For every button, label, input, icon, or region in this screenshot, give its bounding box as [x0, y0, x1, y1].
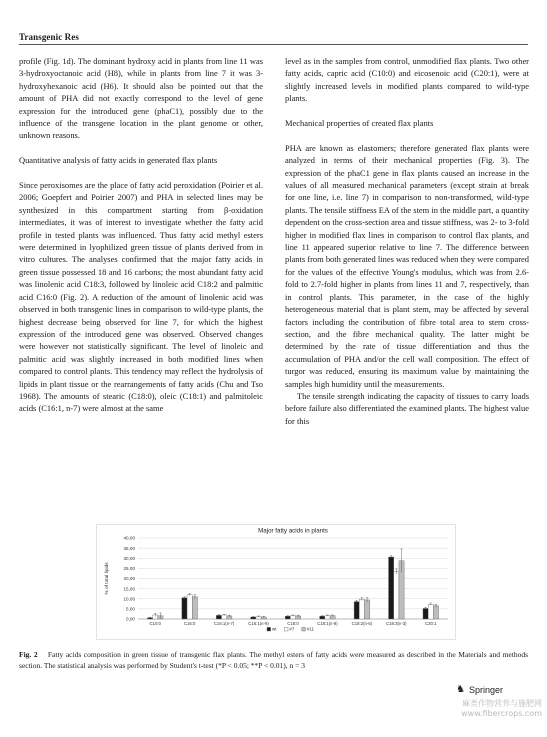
publisher-name: Springer [468, 684, 503, 695]
fatty-acids-chart [96, 524, 456, 640]
x-tick-label: C16:1(n-9) [248, 621, 269, 626]
bar-line11-C20:1 [433, 606, 438, 619]
bar-line7-C18:3(n-3) [394, 571, 399, 619]
legend-label: #7 [289, 626, 295, 632]
y-tick-label: 20,00 [123, 576, 135, 582]
right-column [285, 55, 529, 427]
legend-swatch [284, 627, 288, 631]
legend-swatch [267, 627, 271, 631]
y-axis-label: % of total lipids [105, 562, 110, 595]
springer-horse-icon: ♞ [456, 684, 465, 695]
bar-line7-C16:0 [187, 595, 192, 619]
site-watermark [430, 699, 542, 719]
x-tick-label: C16:1(n-7) [213, 621, 235, 626]
bar-wt-C20:1 [423, 608, 428, 619]
paragraph: profile (Fig. 1d). The dominant hydroxy acid in plants from line 11 was 3-hydroxyoctanoic acid (H8), while in plants from line 7 it was 3-hydroxyhexanoic acid (H6). It should also be pointed out that the amount of PHA did not exactly correspond to the level of gene expression for the introduced gene (phaC1), possibly due to the influence of the transgene location in the plant genome or other, unknown reasons. [19, 56, 263, 141]
watermark-line-1: 麻类作物营养与施肥网 [462, 699, 542, 708]
chart-title: Major fatty acids in plants [258, 527, 328, 535]
header-rule [19, 44, 528, 45]
y-tick-label: 0,00 [126, 616, 135, 622]
bar-line11-C18:2(n-6) [364, 600, 369, 619]
y-tick-label: 10,00 [123, 596, 135, 602]
legend-label: #11 [306, 626, 314, 632]
figure-caption-text: Fatty acids composition in green tissue of transgenic flax plants. The methyl esters of fatty acids were measured as described in the Materials and methods section. The statistical analysis was performed by Student's t-test (*P < 0.05; **P < 0.01), n = 3 [19, 650, 528, 670]
paragraph: level as in the samples from control, unmodified flax plants. Two other fatty acids, capric acid (C10:0) and eicosenoic acid (C20:1), were at slightly increased levels in modified plants compared to wild-type plants. [285, 56, 529, 104]
x-tick-label: C20:1 [425, 621, 437, 626]
y-tick-label: 5,00 [126, 606, 135, 612]
x-tick-label: C18:2(n-6) [351, 621, 373, 626]
x-tick-label: C18:1(n-9) [317, 621, 338, 626]
bar-wt-C18:3(n-3) [389, 557, 394, 619]
x-tick-label: C16:0 [183, 621, 196, 626]
y-tick-label: 40,00 [123, 535, 135, 541]
paragraph: The tensile strength indicating the capacity of tissues to carry loads before failure also differentiated the examined plants. The highest value for this [285, 390, 529, 426]
bar-line11-C16:0 [192, 597, 197, 619]
paragraph: PHA are known as elastomers; therefore generated flax plants were analyzed in terms of their mechanical properties (Fig. 3). The expression of the phaC1 gene in flax plants caused an increase in the values of all measured mechanical parameters (except strain at break for one line, i.e. line 7) in comparison to non-transformed, wild-type plants. The tensile stiffness EA of the stem in the middle part, a quantity dependent on the cross-section area and tissue stiffness, was 2- to 3-fold higher in modified flax lines in comparison to control flax plants, and line 11 appeared superior relative to line 7. The difference between plants from both generated lines was reduced when they were compared for the values of the effective Young's modulus, which was from 2.6-fold to 2.7-fold higher in plants from lines 11 and 7, respectively, than in control plants. This parameter, in the case of the highly heterogeneous material that is plant stem, may be affected by several factors including the contribution of fibre total area to stem cross-section, and the fibre mechanical quality. The latter might be determined by the rate of tissue differentiation and thus the accumulation of PHA and/or the cell wall composition. The effect of turgor was reduced, ensuring its maximum value by maintaining the samples high humidity until the measurements. [285, 142, 529, 389]
section-heading: Mechanical properties of created flax plants [285, 118, 434, 129]
y-tick-label: 25,00 [123, 566, 135, 572]
paragraph: Since peroxisomes are the place of fatty acid peroxidation (Poirier et al. 2006; Goepfert and Poirier 2007) and PHA in selected lines may be synthesized in this compartment starting from β-oxidation intermediates, it was of interest to investigate whether the fatty acid profile in tested plants was influenced. Thus fatty acid methyl esters were determined in lyophilized green tissue of plants derived from in vitro cultures. The analyses confirmed that the major fatty acids in green tissue possessed 18 and 16 carbons; the most abundant fatty acid was linolenic acid C18:3, followed by linoleic acid C18:2 and palmitic acid C16:0 (Fig. 2). A reduction of the amount of linolenic acid was observed in both transgenic lines in comparison to wild-type plants, the highest decrease being observed for line 7, for which the highest expression of the introduced gene was observed. Observed changes were however not statistically significant. The level of linoleic and palmitic acid was slightly increased in both modified lines when compared to control plants. This tendency may reflect the hydrolysis of lipids in plant tissue or the rearrangements of fatty acids (Chu and Tso 1968). The amounts of stearic (C18:0), oleic (C18:1) and palmitoleic acids (C16:1, n-7) were almost at the same [19, 180, 263, 414]
y-tick-label: 30,00 [123, 555, 135, 561]
figure-caption-label: Fig. 2 [19, 650, 38, 659]
left-column [19, 55, 263, 415]
x-tick-label: C10:0 [149, 621, 161, 626]
bar-line7-C20:1 [428, 604, 433, 619]
chart-svg [96, 524, 456, 640]
bar-wt-C18:2(n-6) [354, 602, 359, 619]
x-tick-label: C18:3(n-3) [386, 621, 407, 626]
figure-caption [19, 650, 528, 671]
watermark-line-2: www.fibercrops.com [461, 709, 542, 718]
legend-swatch [302, 627, 306, 631]
x-tick-label: C18:0 [287, 621, 299, 626]
y-tick-label: 35,00 [123, 545, 135, 551]
bar-line7-C18:2(n-6) [359, 599, 364, 619]
section-heading: Quantitative analysis of fatty acids in generated flax plants [19, 155, 218, 166]
y-tick-label: 15,00 [123, 586, 135, 592]
legend-label: wt [272, 626, 277, 632]
publisher-logo [456, 684, 503, 695]
bar-wt-C16:0 [182, 598, 187, 619]
running-title: Transgenic Res [19, 32, 79, 42]
